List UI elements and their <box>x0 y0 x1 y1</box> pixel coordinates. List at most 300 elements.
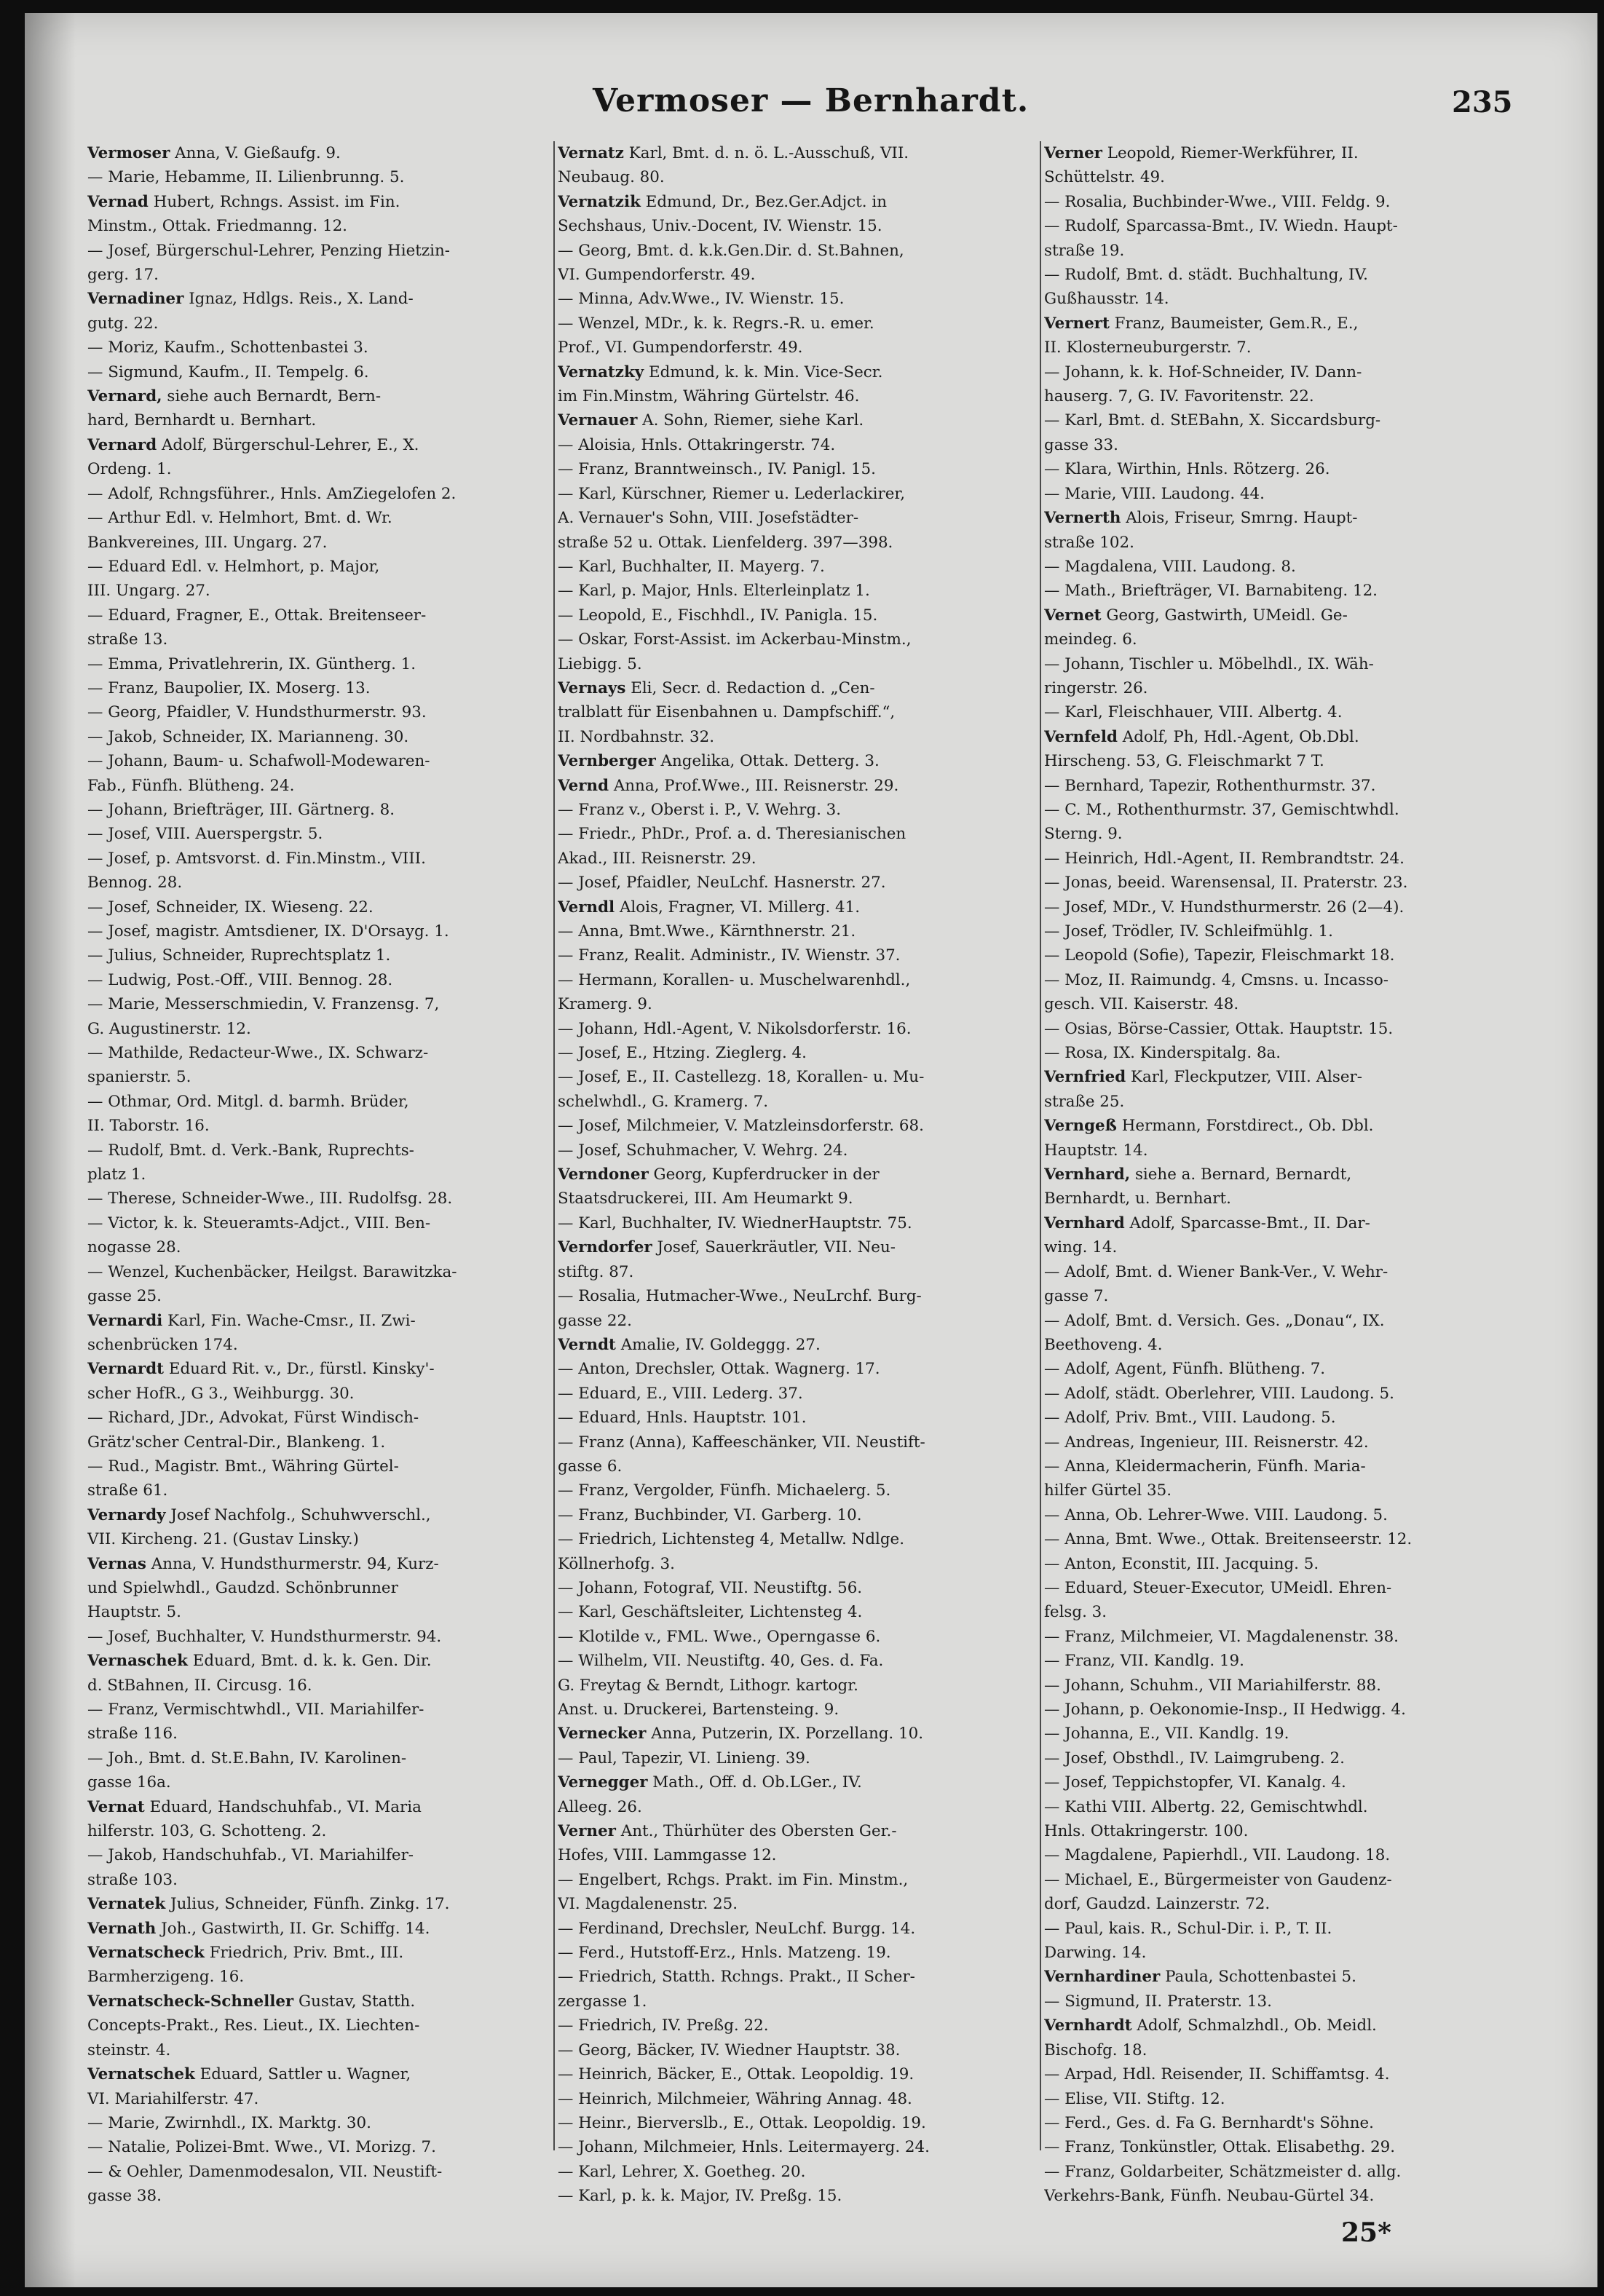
entry-text: A. Vernauer's Sohn, VIII. Josefstädter- <box>558 509 859 528</box>
directory-line <box>87 1065 550 1089</box>
directory-line <box>1044 360 1501 384</box>
directory-line <box>558 1576 1035 1600</box>
directory-line <box>1044 141 1501 165</box>
directory-line <box>1044 822 1501 846</box>
directory-line <box>87 141 550 165</box>
entry-text: — Adolf, Agent, Fünfh. Blütheng. 7. <box>1044 1360 1326 1379</box>
entry-text: — Josef, Trödler, IV. Schleifmühlg. 1. <box>1044 922 1333 941</box>
entry-surname: Vernas <box>87 1554 146 1573</box>
directory-line <box>87 1722 550 1746</box>
entry-text: VII. Kircheng. 21. (Gustav Linsky.) <box>87 1530 359 1549</box>
directory-line <box>87 725 550 749</box>
directory-line <box>1044 1698 1501 1722</box>
entry-surname: Vernard, <box>87 387 162 406</box>
entry-text: — Wenzel, MDr., k. k. Regrs.-R. u. emer. <box>558 314 874 333</box>
directory-line <box>1044 2160 1501 2184</box>
entry-surname: Vernatek <box>87 1895 166 1914</box>
directory-line <box>558 1527 1035 1551</box>
directory-line <box>558 700 1035 724</box>
directory-line <box>1044 1625 1501 1649</box>
entry-text: Bankvereines, III. Ungarg. 27. <box>87 533 328 552</box>
column-left <box>87 141 550 2209</box>
entry-text: — Johann, Schuhm., VII Mariahilferstr. 88. <box>1044 1676 1381 1695</box>
directory-line <box>1044 1284 1501 1308</box>
entry-text: — Franz, Baupolier, IX. Moserg. 13. <box>87 678 371 697</box>
directory-line <box>87 1430 550 1454</box>
entry-text: siehe a. Bernard, Bernardt, <box>1130 1165 1352 1184</box>
entry-text: — Eduard, Steuer-Executor, UMeidl. Ehren- <box>1044 1578 1392 1597</box>
directory-line <box>558 2014 1035 2038</box>
directory-line <box>1044 482 1501 506</box>
directory-line <box>1044 165 1501 189</box>
directory-line <box>558 263 1035 287</box>
directory-line <box>558 676 1035 700</box>
directory-line <box>1044 1892 1501 1916</box>
directory-line <box>558 895 1035 919</box>
directory-line <box>87 214 550 238</box>
directory-line <box>1044 1309 1501 1333</box>
entry-text: — Josef, Schneider, IX. Wieseng. 22. <box>87 898 374 917</box>
entry-text: gasse 25. <box>87 1287 162 1306</box>
directory-line <box>558 1187 1035 1211</box>
directory-line <box>558 1309 1035 1333</box>
directory-line <box>87 1527 550 1551</box>
directory-line <box>558 1114 1035 1138</box>
entry-text: — Josef, Teppichstopfer, VI. Kanalg. 4. <box>1044 1773 1346 1792</box>
directory-line <box>558 336 1035 360</box>
directory-line <box>87 1357 550 1381</box>
directory-line <box>1044 1235 1501 1259</box>
directory-line <box>1044 531 1501 555</box>
directory-line <box>87 579 550 603</box>
directory-line <box>558 1917 1035 1941</box>
directory-line <box>87 676 550 700</box>
entry-text: Hnls. Ottakringerstr. 100. <box>1044 1822 1249 1841</box>
entry-surname: Vernd <box>558 776 609 795</box>
directory-line <box>558 2062 1035 2086</box>
entry-text: Hauptstr. 14. <box>1044 1141 1148 1160</box>
entry-text: d. StBahnen, II. Circusg. 16. <box>87 1676 312 1695</box>
directory-line <box>558 1819 1035 1843</box>
entry-text: — Franz v., Oberst i. P., V. Wehrg. 3. <box>558 800 842 819</box>
entry-text: — Johann, Hdl.-Agent, V. Nikolsdorferstr. 16. <box>558 1019 912 1038</box>
directory-line <box>1044 919 1501 943</box>
entry-text: — Wenzel, Kuchenbäcker, Heilgst. Barawitzka- <box>87 1262 457 1281</box>
directory-line <box>1044 1722 1501 1746</box>
entry-text: — Franz, Vermischtwhdl., VII. Mariahilfer- <box>87 1701 424 1719</box>
directory-line <box>558 214 1035 238</box>
entry-text: Adolf, Ph, Hdl.-Agent, Ob.Dbl. <box>1117 727 1359 746</box>
entry-text: — Minna, Adv.Wwe., IV. Wienstr. 15. <box>558 290 845 309</box>
directory-line <box>558 798 1035 822</box>
entry-surname: Vermoser <box>87 144 170 162</box>
directory-line <box>558 1454 1035 1478</box>
entry-text: — Josef, E., Htzing. Zieglerg. 4. <box>558 1044 807 1063</box>
entry-text: Ignaz, Hdlgs. Reis., X. Land- <box>183 290 414 309</box>
directory-line <box>558 992 1035 1016</box>
directory-line <box>1044 992 1501 1016</box>
directory-line <box>87 506 550 530</box>
entry-text: gerg. 17. <box>87 266 159 285</box>
directory-line <box>1044 433 1501 457</box>
entry-surname: Vernegger <box>558 1773 648 1792</box>
entry-text: — Klara, Wirthin, Hnls. Rötzerg. 26. <box>1044 460 1330 479</box>
directory-line <box>558 1333 1035 1357</box>
directory-line <box>558 1868 1035 1892</box>
directory-line <box>87 1649 550 1673</box>
directory-line <box>558 1382 1035 1406</box>
entry-text: — Georg, Bäcker, IV. Wiedner Hauptstr. 38. <box>558 2040 901 2059</box>
entry-text: — Rosa, IX. Kinderspitalg. 8a. <box>1044 1044 1281 1063</box>
directory-line <box>1044 1503 1501 1527</box>
directory-line <box>1044 1090 1501 1114</box>
entry-text: scher HofR., G 3., Weihburgg. 30. <box>87 1384 355 1403</box>
directory-line <box>558 1235 1035 1259</box>
directory-line <box>87 1576 550 1600</box>
entry-text: straße 61. <box>87 1481 168 1500</box>
directory-line <box>558 1163 1035 1187</box>
directory-line <box>558 1625 1035 1649</box>
entry-text: Köllnerhofg. 3. <box>558 1554 675 1573</box>
entry-text: — Elise, VII. Stiftg. 12. <box>1044 2089 1225 2108</box>
entry-text: — Kathi VIII. Albertg. 22, Gemischtwhdl. <box>1044 1797 1368 1816</box>
entry-text: A. Sohn, Riemer, siehe Karl. <box>637 411 864 430</box>
entry-surname: Vernardt <box>87 1360 165 1379</box>
entry-text: felsg. 3. <box>1044 1603 1107 1622</box>
entry-text: G. Augustinerstr. 12. <box>87 1019 251 1038</box>
entry-text: — Victor, k. k. Steueramts-Adjct., VIII. Ben- <box>87 1214 431 1232</box>
directory-line <box>1044 287 1501 311</box>
directory-line <box>558 652 1035 676</box>
entry-text: Grätz'scher Central-Dir., Blankeng. 1. <box>87 1433 386 1452</box>
column-rule <box>1040 141 1041 2150</box>
directory-line <box>1044 1017 1501 1041</box>
entry-text: Friedrich, Priv. Bmt., III. <box>204 1944 404 1963</box>
directory-line <box>1044 1770 1501 1794</box>
directory-line <box>87 1868 550 1892</box>
entry-text: und Spielwhdl., Gaudzd. Schönbrunner <box>87 1578 398 1597</box>
entry-surname: Vernecker <box>558 1725 647 1743</box>
directory-line <box>87 822 550 846</box>
entry-text: Franz, Baumeister, Gem.R., E., <box>1109 314 1359 333</box>
directory-line <box>87 1017 550 1041</box>
entry-text: G. Freytag & Berndt, Lithogr. kartogr. <box>558 1676 858 1695</box>
entry-text: — Rosalia, Buchbinder-Wwe., VIII. Feldg. 9. <box>1044 192 1391 211</box>
directory-line <box>1044 1114 1501 1138</box>
directory-line <box>558 1211 1035 1235</box>
directory-line <box>87 2038 550 2062</box>
entry-text: — Friedr., PhDr., Prof. a. d. Theresianischen <box>558 825 906 844</box>
directory-line <box>558 1430 1035 1454</box>
entry-surname: Vernatscheck-Schneller <box>87 1992 294 2011</box>
directory-line <box>87 1795 550 1819</box>
directory-line <box>87 531 550 555</box>
directory-line <box>87 919 550 943</box>
directory-line <box>558 1722 1035 1746</box>
directory-line <box>1044 1746 1501 1770</box>
entry-text: hilferstr. 103, G. Schotteng. 2. <box>87 1822 327 1841</box>
entry-text: VI. Magdalenenstr. 25. <box>558 1895 738 1914</box>
directory-line <box>87 1625 550 1649</box>
entry-text: Joh., Gastwirth, II. Gr. Schiffg. 14. <box>156 1919 430 1938</box>
entry-text: straße 103. <box>87 1870 178 1889</box>
directory-line <box>558 1674 1035 1698</box>
directory-line <box>87 1552 550 1576</box>
entry-text: Josef Nachfolg., Schuhwverschl., <box>165 1505 431 1524</box>
entry-text: — Josef, Obsthdl., IV. Laimgrubeng. 2. <box>1044 1749 1345 1767</box>
entry-surname: Vernath <box>87 1919 157 1938</box>
entry-text: Eli, Secr. d. Redaction d. „Cen- <box>625 678 875 697</box>
entry-text: straße 13. <box>87 630 168 649</box>
directory-line <box>558 1941 1035 1965</box>
entry-text: — Bernhard, Tapezir, Rothenthurmstr. 37. <box>1044 776 1376 795</box>
entry-text: — Marie, Messerschmiedin, V. Franzensg. 7, <box>87 995 440 1014</box>
directory-line <box>87 1892 550 1916</box>
directory-line <box>1044 628 1501 652</box>
entry-text: — Johann, Milchmeier, Hnls. Leitermayerg. 24. <box>558 2138 930 2157</box>
directory-line <box>87 1503 550 1527</box>
directory-line <box>87 457 550 481</box>
directory-line <box>558 141 1035 165</box>
entry-surname: Vernatscheck <box>87 1944 205 1963</box>
directory-line <box>1044 1430 1501 1454</box>
directory-line <box>558 2038 1035 2062</box>
directory-line <box>558 408 1035 432</box>
directory-line <box>87 1139 550 1163</box>
entry-text: — Johann, k. k. Hof-Schneider, IV. Dann- <box>1044 363 1362 381</box>
directory-line <box>87 1114 550 1138</box>
directory-line <box>558 1892 1035 1916</box>
entry-text: — Marie, Zwirnhdl., IX. Marktg. 30. <box>87 2113 371 2132</box>
entry-text: Georg, Kupferdrucker in der <box>648 1165 880 1184</box>
directory-line <box>87 1187 550 1211</box>
entry-text: — Josef, Pfaidler, NeuLchf. Hasnerstr. 27. <box>558 874 886 892</box>
directory-line <box>558 531 1035 555</box>
entry-text: — Josef, VIII. Auerspergstr. 5. <box>87 825 323 844</box>
directory-line <box>87 1235 550 1259</box>
entry-text: — Johanna, E., VII. Kandlg. 19. <box>1044 1725 1289 1743</box>
entry-surname: Vernat <box>87 1797 145 1816</box>
directory-line <box>1044 263 1501 287</box>
entry-text: Anna, V. Gießaufg. 9. <box>170 144 341 162</box>
directory-line <box>558 1357 1035 1381</box>
directory-line <box>87 555 550 579</box>
directory-line <box>558 919 1035 943</box>
directory-line <box>87 1333 550 1357</box>
entry-text: — Anna, Bmt. Wwe., Ottak. Breitenseerstr. 12. <box>1044 1530 1413 1549</box>
directory-line <box>558 943 1035 967</box>
entry-text: — Rud., Magistr. Bmt., Währing Gürtel- <box>87 1457 399 1476</box>
entry-surname: Vernhardiner <box>1044 1968 1161 1987</box>
entry-text: — Anton, Econstit, III. Jacquing. 5. <box>1044 1554 1319 1573</box>
entry-text: — Josef, MDr., V. Hundsthurmerstr. 26 (2—4). <box>1044 898 1405 917</box>
entry-text: — Friedrich, Lichtensteg 4, Metallw. Ndlge. <box>558 1530 905 1549</box>
entry-text: — Friedrich, IV. Preßg. 22. <box>558 2016 769 2035</box>
entry-text: Bernhardt, u. Bernhart. <box>1044 1189 1231 1208</box>
directory-line <box>558 360 1035 384</box>
entry-text: — Heinrich, Hdl.-Agent, II. Rembrandtstr. 24. <box>1044 849 1405 868</box>
entry-text: — Paul, Tapezir, VI. Linieng. 39. <box>558 1749 810 1767</box>
entry-text: — Sigmund, Kaufm., II. Tempelg. 6. <box>87 363 369 381</box>
directory-line <box>558 1090 1035 1114</box>
entry-text: — Friedrich, Statth. Rchngs. Prakt., II Scher- <box>558 1968 915 1987</box>
entry-text: Liebigg. 5. <box>558 654 642 673</box>
entry-text: — Josef, Bürgerschul-Lehrer, Penzing Hietzin- <box>87 241 451 260</box>
entry-surname: Vernays <box>558 678 626 697</box>
entry-surname: Verner <box>1044 144 1102 162</box>
entry-text: — Josef, Schuhmacher, V. Wehrg. 24. <box>558 1141 848 1160</box>
entry-text: Eduard, Handschuhfab., VI. Maria <box>144 1797 422 1816</box>
directory-line <box>558 1017 1035 1041</box>
entry-text: — Adolf, Priv. Bmt., VIII. Laudong. 5. <box>1044 1409 1336 1428</box>
directory-line <box>1044 384 1501 408</box>
entry-text: II. Klosterneuburgerstr. 7. <box>1044 339 1252 357</box>
entry-text: tralblatt für Eisenbahnen u. Dampfschiff.“, <box>558 703 896 722</box>
directory-line <box>1044 1163 1501 1187</box>
entry-text: nogasse 28. <box>87 1238 181 1257</box>
directory-line <box>558 579 1035 603</box>
directory-line <box>558 1746 1035 1770</box>
directory-line <box>1044 2014 1501 2038</box>
entry-text: gasse 38. <box>87 2187 162 2206</box>
directory-line <box>87 992 550 1016</box>
entry-text: schelwhdl., G. Kramerg. 7. <box>558 1092 769 1111</box>
entry-text: VI. Gumpendorferstr. 49. <box>558 266 756 285</box>
directory-line <box>558 1698 1035 1722</box>
entry-text: — Eduard, E., VIII. Lederg. 37. <box>558 1384 803 1403</box>
directory-line <box>87 798 550 822</box>
entry-surname: Vernert <box>1044 314 1110 333</box>
entry-text: Leopold, Riemer-Werkführer, II. <box>1102 144 1359 162</box>
directory-line <box>1044 676 1501 700</box>
entry-text: — Therese, Schneider-Wwe., III. Rudolfsg. 28. <box>87 1189 453 1208</box>
directory-line <box>87 1674 550 1698</box>
entry-text: hauserg. 7, G. IV. Favoritenstr. 22. <box>1044 387 1314 406</box>
entry-text: Bennog. 28. <box>87 874 183 892</box>
directory-line <box>1044 408 1501 432</box>
directory-line <box>87 360 550 384</box>
entry-text: Adolf, Schmalzhdl., Ob. Meidl. <box>1131 2016 1377 2035</box>
entry-text: Verkehrs-Bank, Fünfh. Neubau-Gürtel 34. <box>1044 2187 1375 2206</box>
entry-text: — Ludwig, Post.-Off., VIII. Bennog. 28. <box>87 970 393 989</box>
directory-line <box>558 1139 1035 1163</box>
directory-line <box>1044 1357 1501 1381</box>
entry-text: — Marie, VIII. Laudong. 44. <box>1044 484 1265 503</box>
directory-line <box>87 2062 550 2086</box>
entry-surname: Verner <box>558 1822 616 1841</box>
entry-text: — Eduard Edl. v. Helmhort, p. Major, <box>87 557 380 576</box>
directory-line <box>87 847 550 871</box>
directory-line <box>558 603 1035 628</box>
entry-text: Amalie, IV. Goldeggg. 27. <box>615 1335 821 1354</box>
directory-line <box>87 384 550 408</box>
entry-text: — Heinr., Bierverslb., E., Ottak. Leopoldig. 19. <box>558 2113 926 2132</box>
entry-text: stiftg. 87. <box>558 1262 634 1281</box>
entry-text: Eduard, Sattler u. Wagner, <box>194 2065 411 2084</box>
entry-text: III. Ungarg. 27. <box>87 582 210 601</box>
entry-text: im Fin.Minstm, Währing Gürtelstr. 46. <box>558 387 860 406</box>
directory-line <box>1044 239 1501 263</box>
directory-line <box>1044 1552 1501 1576</box>
entry-text: — Aloisia, Hnls. Ottakringerstr. 74. <box>558 435 836 454</box>
entry-text: Karl, Fin. Wache-Cmsr., II. Zwi- <box>162 1311 416 1330</box>
entry-text: Sechshaus, Univ.-Docent, IV. Wienstr. 15. <box>558 217 882 236</box>
directory-line <box>1044 2087 1501 2111</box>
entry-text: gasse 22. <box>558 1311 632 1330</box>
directory-line <box>558 1260 1035 1284</box>
entry-text: gasse 6. <box>558 1457 623 1476</box>
directory-line <box>558 1843 1035 1867</box>
entry-text: — Magdalene, Papierhdl., VII. Laudong. 18. <box>1044 1846 1391 1865</box>
entry-text: — Oskar, Forst-Assist. im Ackerbau-Minstm., <box>558 630 912 649</box>
entry-text: — Johann, Baum- u. Schafwoll-Modewaren- <box>87 752 430 771</box>
directory-line <box>1044 1406 1501 1430</box>
entry-text: — Karl, Kürschner, Riemer u. Lederlackirer, <box>558 484 906 503</box>
directory-line <box>87 943 550 967</box>
entry-text: — Heinrich, Bäcker, E., Ottak. Leopoldig. 19. <box>558 2065 914 2084</box>
entry-text: gutg. 22. <box>87 314 159 333</box>
entry-text: gasse 33. <box>1044 435 1118 454</box>
entry-text: — Moz, II. Raimundg. 4, Cmsns. u. Incasso- <box>1044 970 1388 989</box>
directory-line <box>1044 1478 1501 1503</box>
entry-text: hard, Bernhardt u. Bernhart. <box>87 411 317 430</box>
entry-surname: Vernatzik <box>558 192 641 211</box>
entry-text: — Mathilde, Redacteur-Wwe., IX. Schwarz- <box>87 1044 429 1063</box>
entry-text: — Natalie, Polizei-Bmt. Wwe., VI. Morizg. 7. <box>87 2138 436 2157</box>
directory-line <box>1044 1795 1501 1819</box>
directory-line <box>87 482 550 506</box>
entry-text: — Wilhelm, VII. Neustiftg. 40, Ges. d. Fa. <box>558 1652 884 1671</box>
directory-line <box>87 603 550 628</box>
directory-line <box>1044 1454 1501 1478</box>
entry-text: — Franz, Milchmeier, VI. Magdalenenstr. 38. <box>1044 1627 1399 1646</box>
entry-text: — Joh., Bmt. d. St.E.Bahn, IV. Karolinen- <box>87 1749 407 1767</box>
entry-text: — Johann, Tischler u. Möbelhdl., IX. Wäh- <box>1044 654 1374 673</box>
entry-surname: Verndl <box>558 898 615 917</box>
directory-line <box>558 2184 1035 2208</box>
entry-surname: Vernhard <box>1044 1214 1125 1232</box>
directory-line <box>87 774 550 798</box>
directory-line <box>1044 457 1501 481</box>
entry-text: — Arpad, Hdl. Reisender, II. Schiffamtsg. 4. <box>1044 2065 1390 2084</box>
directory-line <box>87 895 550 919</box>
entry-text: — Osias, Börse-Cassier, Ottak. Hauptstr. 15. <box>1044 1019 1394 1038</box>
entry-text: Kramerg. 9. <box>558 995 652 1014</box>
entry-text: — Rudolf, Sparcassa-Bmt., IV. Wiedn. Haupt- <box>1044 217 1398 236</box>
directory-line <box>87 1211 550 1235</box>
entry-surname: Verngeß <box>1044 1117 1117 1136</box>
directory-line <box>87 2184 550 2208</box>
entry-text: — Johann, p. Oekonomie-Insp., II Hedwigg. 4. <box>1044 1701 1406 1719</box>
directory-line <box>558 1406 1035 1430</box>
entry-text: — Karl, Buchhalter, II. Mayerg. 7. <box>558 557 825 576</box>
entry-text: — Jakob, Schneider, IX. Marianneng. 30. <box>87 727 409 746</box>
directory-line <box>558 1600 1035 1624</box>
directory-line <box>558 165 1035 189</box>
directory-line <box>87 433 550 457</box>
entry-surname: Vernhard, <box>1044 1165 1131 1184</box>
entry-text: Anna, Putzerin, IX. Porzellang. 10. <box>646 1725 924 1743</box>
directory-line <box>1044 1041 1501 1065</box>
entry-text: Hofes, VIII. Lammgasse 12. <box>558 1846 777 1865</box>
entry-text: wing. 14. <box>1044 1238 1118 1257</box>
directory-line <box>1044 968 1501 992</box>
entry-text: — Richard, JDr., Advokat, Fürst Windisch- <box>87 1409 419 1428</box>
entry-text: — Marie, Hebamme, II. Lilienbrunng. 5. <box>87 168 405 187</box>
page-number: 235 <box>1452 85 1513 119</box>
directory-line <box>558 1649 1035 1673</box>
entry-text: — Josef, Milchmeier, V. Matzleinsdorferstr. 68. <box>558 1117 924 1136</box>
